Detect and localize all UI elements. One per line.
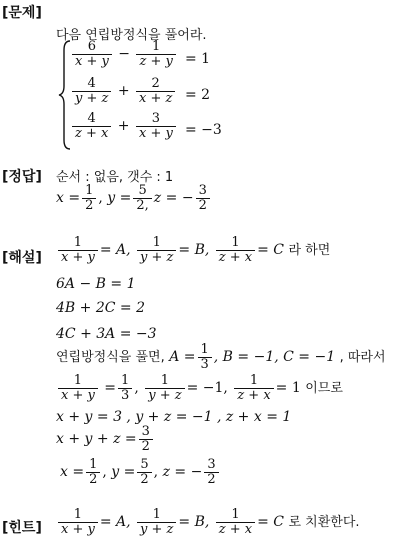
system-equation-2: $\frac{4}{y + z}$ + $\frac{2}{x + z}$ <box>70 77 177 105</box>
answer-summary: 순서 : 없음, 갯수 : 1 <box>56 170 174 185</box>
system-equation-3: $\frac{4}{z + x}$ + $\frac{3}{x + y}$ <box>70 112 178 140</box>
system-equation-1: $\frac{6}{x + y}$ − $\frac{1}{z + y}$ <box>70 40 178 68</box>
equation-4b-2c: 4B + 2C = 2 <box>56 300 145 316</box>
solution-label: [해설] <box>2 250 42 266</box>
substitution-line: $\frac{1}{x + y}$ = A, $\frac{1}{y + z}$ = B, $\frac{1}{z + x}$ = C 라 하면 <box>56 236 330 264</box>
system-equation-1-rhs: = 1 <box>185 51 211 67</box>
total-sum: x + y + z = $\frac{3}{2}$ <box>56 425 155 453</box>
equation-6a-b: 6A − B = 1 <box>56 276 136 292</box>
final-values: x = $\frac{1}{2}$ , y = $\frac{5}{2}$ , z = − $\frac{3}{2}$ <box>60 458 221 486</box>
solve-result-line: 연립방정식을 풀면, A = $\frac{1}{3}$ , B = −1, C = −1 , 따라서 <box>56 342 386 372</box>
problem-label: [문제] <box>2 5 42 21</box>
problem-instruction: 다음 연립방정식을 풀어라. <box>56 28 207 43</box>
system-equation-2-rhs: = 2 <box>185 87 211 103</box>
reciprocal-values-line: $\frac{1}{x + y}$ = $\frac{1}{3}$ , $\frac{1}{y + z}$ = −1, $\frac{1}{z + x}$ = 1 이므로 <box>56 374 343 402</box>
answer-values: x = $\frac{1}{2}$ , y = $\frac{5}{2,}$ z = − $\frac{3}{2}$ <box>56 184 212 212</box>
pairwise-sums: x + y = 3 , y + z = −1 , z + x = 1 <box>56 409 292 425</box>
hint-line: $\frac{1}{x + y}$ = A, $\frac{1}{y + z}$ = B, $\frac{1}{z + x}$ = C 로 치환한다. <box>56 508 360 536</box>
hint-label: [힌트] <box>2 520 42 536</box>
system-equation-3-rhs: = −3 <box>185 122 222 138</box>
equation-4c-3a: 4C + 3A = −3 <box>56 326 157 342</box>
answer-label: [정답] <box>2 169 42 185</box>
